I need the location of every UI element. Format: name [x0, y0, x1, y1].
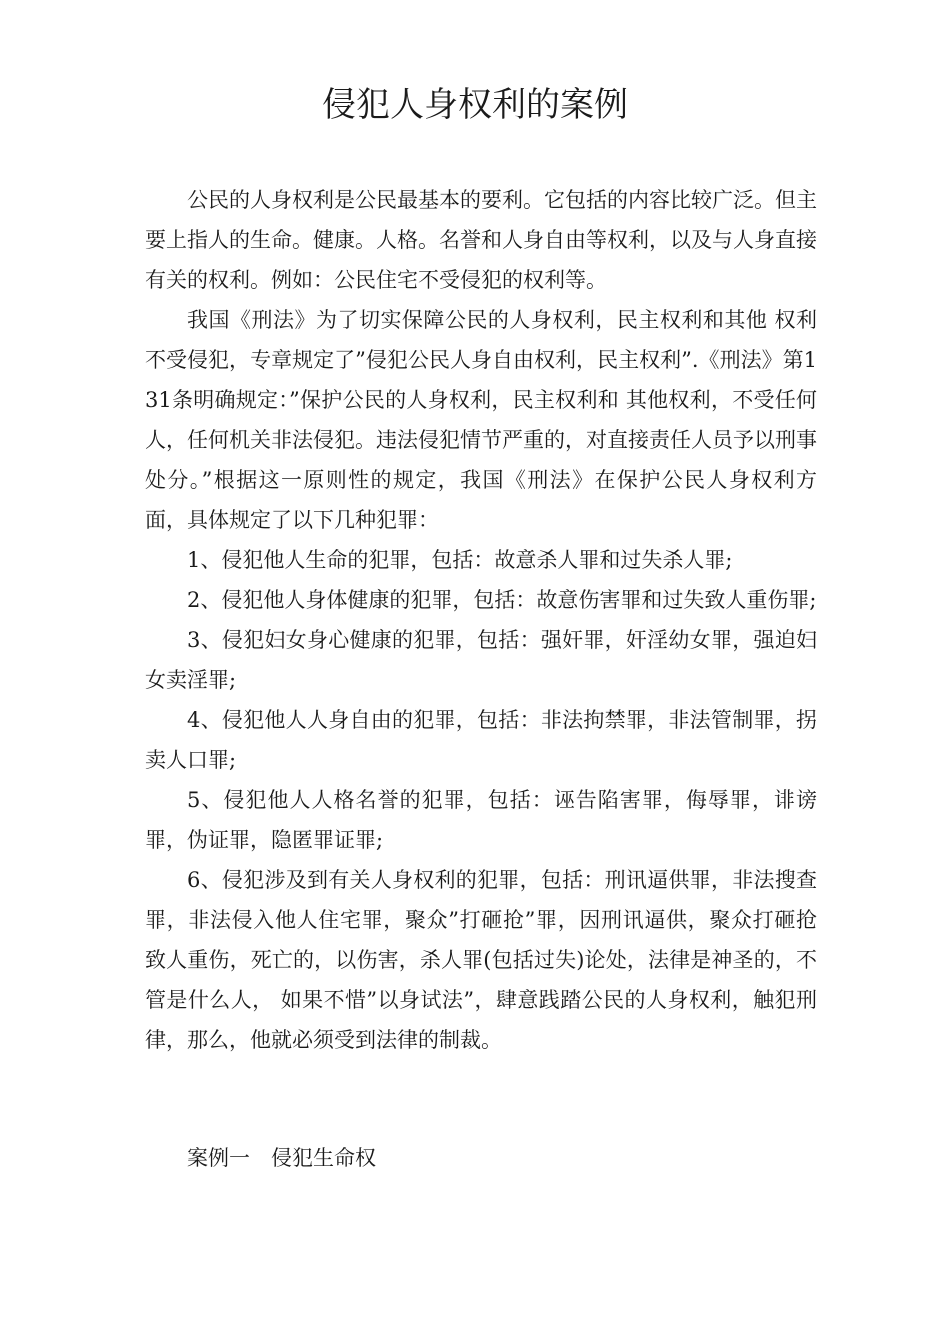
list-item-crime-3: 3、侵犯妇女身心健康的犯罪，包括：强奸罪，奸淫幼女罪，强迫妇女卖淫罪; — [145, 628, 817, 692]
paragraph-criminal-law: 我国《刑法》为了切实保障公民的人身权利，民主权利和其他 权利不受侵犯，专章规定了”侵犯公民人身自由权利，民主权利”.《刑法》第131条明确规定：”保护公民的人身权利，民主权利和 其他权利，不受任何人，任何机关非法侵犯。违法侵犯情节严重的，对直接责任人员予以刑事处分。”根据这一原则性的规定，我国《刑法》在保护公民人身权利方面，具体规定了以下几种犯罪： — [145, 308, 817, 532]
document-body — [145, 180, 817, 1060]
case-heading: 案例一 侵犯生命权 — [187, 1146, 376, 1170]
list-item-crime-4: 4、侵犯他人人身自由的犯罪，包括：非法拘禁罪，非法管制罪，拐卖人口罪; — [145, 708, 817, 772]
list-item-crime-6: 6、侵犯涉及到有关人身权利的犯罪，包括：刑讯逼供罪，非法搜查罪，非法侵入他人住宅罪，聚众”打砸抢”罪，因刑讯逼供，聚众打砸抢致人重伤，死亡的，以伤害，杀人罪(包括过失)论处，法律是神圣的，不管是什么人， 如果不惜”以身试法”，肆意践踏公民的人身权利，触犯刑律，那么，他就必须受到法律的制裁。 — [145, 868, 817, 1052]
list-item-crime-5: 5、侵犯他人人格名誉的犯罪，包括：诬告陷害罪，侮辱罪，诽谤罪，伪证罪，隐匿罪证罪; — [145, 788, 817, 852]
list-item-crime-2: 2、侵犯他人身体健康的犯罪，包括：故意伤害罪和过失致人重伤罪; — [187, 588, 817, 612]
list-item-crime-1: 1、侵犯他人生命的犯罪，包括：故意杀人罪和过失杀人罪; — [187, 548, 733, 572]
document-title: 侵犯人身权利的案例 — [322, 85, 628, 125]
paragraph-intro: 公民的人身权利是公民最基本的要利。它包括的内容比较广泛。但主要上指人的生命。健康。人格。名誉和人身自由等权利，以及与人身直接有关的权利。例如：公民住宅不受侵犯的权利等。 — [145, 188, 817, 292]
